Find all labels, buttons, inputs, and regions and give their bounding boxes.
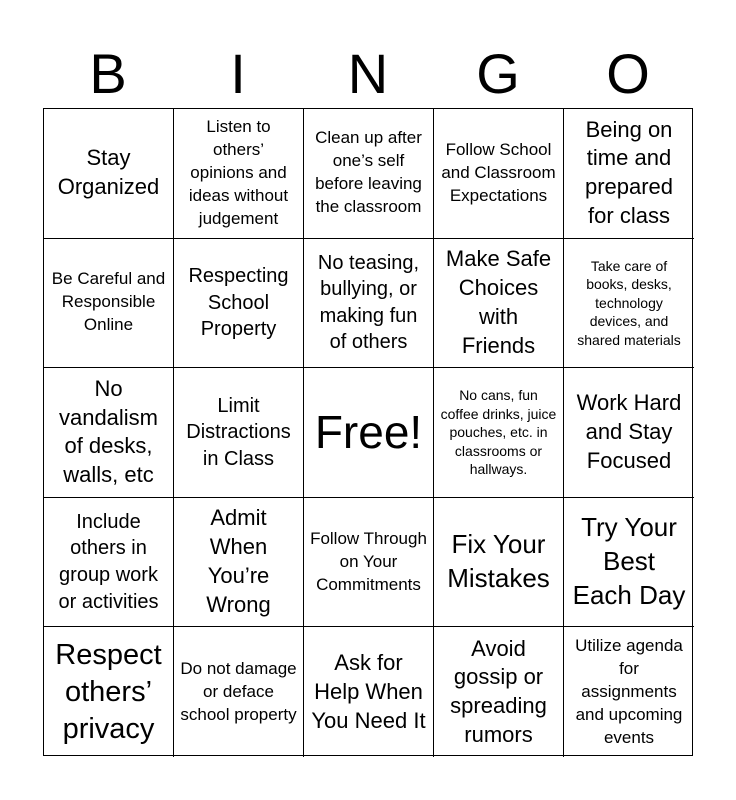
bingo-cell-text: Admit When You’re Wrong xyxy=(206,505,271,617)
header-letter-g: G xyxy=(476,42,520,105)
bingo-cell-text: Follow School and Classroom Expectations xyxy=(441,139,556,205)
bingo-cell-2-3[interactable] xyxy=(304,239,434,369)
bingo-cell-1-4[interactable] xyxy=(434,109,564,239)
bingo-cell-text: No teasing, bullying, or making fun of others xyxy=(317,251,420,354)
bingo-cell-text: Listen to others’ opinions and ideas without judgement xyxy=(188,116,289,228)
bingo-cell-3-2[interactable] xyxy=(174,368,304,498)
bingo-cell-text: Work Hard and Stay Focused xyxy=(576,390,682,473)
bingo-cell-2-2[interactable] xyxy=(174,239,304,369)
bingo-cell-text: Be Careful and Responsible Online xyxy=(51,269,166,335)
bingo-cell-5-5[interactable] xyxy=(564,627,694,757)
bingo-cell-text: Avoid gossip or spreading rumors xyxy=(450,635,547,747)
header-letter-i: I xyxy=(230,42,246,105)
bingo-cell-text: Free! xyxy=(314,405,423,458)
header-letter-o: O xyxy=(606,42,650,105)
bingo-cell-text: Respecting School Property xyxy=(188,265,289,341)
bingo-cell-4-3[interactable] xyxy=(304,498,434,628)
bingo-cell-5-2[interactable] xyxy=(174,627,304,757)
bingo-cell-text: Follow Through on Your Commitments xyxy=(310,528,427,594)
bingo-cell-text: Do not damage or deface school property xyxy=(180,658,297,724)
bingo-cell-text: Fix Your Mistakes xyxy=(447,529,550,594)
bingo-cell-3-4[interactable] xyxy=(434,368,564,498)
bingo-cell-4-5[interactable] xyxy=(564,498,694,628)
bingo-cell-2-4[interactable] xyxy=(434,239,564,369)
bingo-cell-text: Being on time and prepared for class xyxy=(584,116,674,229)
bingo-cell-2-5[interactable] xyxy=(564,239,694,369)
bingo-cell-text: Stay Organized xyxy=(57,145,160,200)
bingo-cell-text: Clean up after one’s self before leaving the classroom xyxy=(315,128,422,217)
bingo-cell-1-1[interactable] xyxy=(44,109,174,239)
bingo-cell-4-2[interactable] xyxy=(174,498,304,628)
bingo-cell-text: No vandalism of desks, walls, etc xyxy=(58,375,159,488)
bingo-cell-1-2[interactable] xyxy=(174,109,304,239)
bingo-cell-text: Include others in group work or activities xyxy=(58,510,159,613)
bingo-cell-text: Take care of books, desks, technology devices, and shared materials xyxy=(577,257,681,348)
bingo-card-grid xyxy=(43,108,693,756)
free-space-cell[interactable] xyxy=(304,368,434,498)
bingo-cell-text: Respect others’ privacy xyxy=(55,638,162,745)
header-letter-b: B xyxy=(89,42,127,105)
bingo-cell-5-3[interactable] xyxy=(304,627,434,757)
bingo-cell-5-4[interactable] xyxy=(434,627,564,757)
header-letter-n: N xyxy=(347,42,389,105)
bingo-cell-text: No cans, fun coffee drinks, juice pouches, etc. in classrooms or hallways. xyxy=(440,387,557,478)
bingo-cell-text: Limit Distractions in Class xyxy=(186,394,291,470)
bingo-cell-2-1[interactable] xyxy=(44,239,174,369)
bingo-cell-text: Make Safe Choices with Friends xyxy=(445,246,552,358)
bingo-cell-text: Try Your Best Each Day xyxy=(572,512,686,610)
bingo-cell-4-1[interactable] xyxy=(44,498,174,628)
bingo-cell-1-5[interactable] xyxy=(564,109,694,239)
bingo-cell-3-1[interactable] xyxy=(44,368,174,498)
bingo-header xyxy=(43,40,693,108)
bingo-cell-1-3[interactable] xyxy=(304,109,434,239)
bingo-cell-4-4[interactable] xyxy=(434,498,564,628)
bingo-cell-text: Ask for Help When You Need It xyxy=(311,649,426,733)
bingo-cell-text: Utilize agenda for assignments and upcoming events xyxy=(575,635,683,747)
bingo-cell-5-1[interactable] xyxy=(44,627,174,757)
bingo-cell-3-5[interactable] xyxy=(564,368,694,498)
